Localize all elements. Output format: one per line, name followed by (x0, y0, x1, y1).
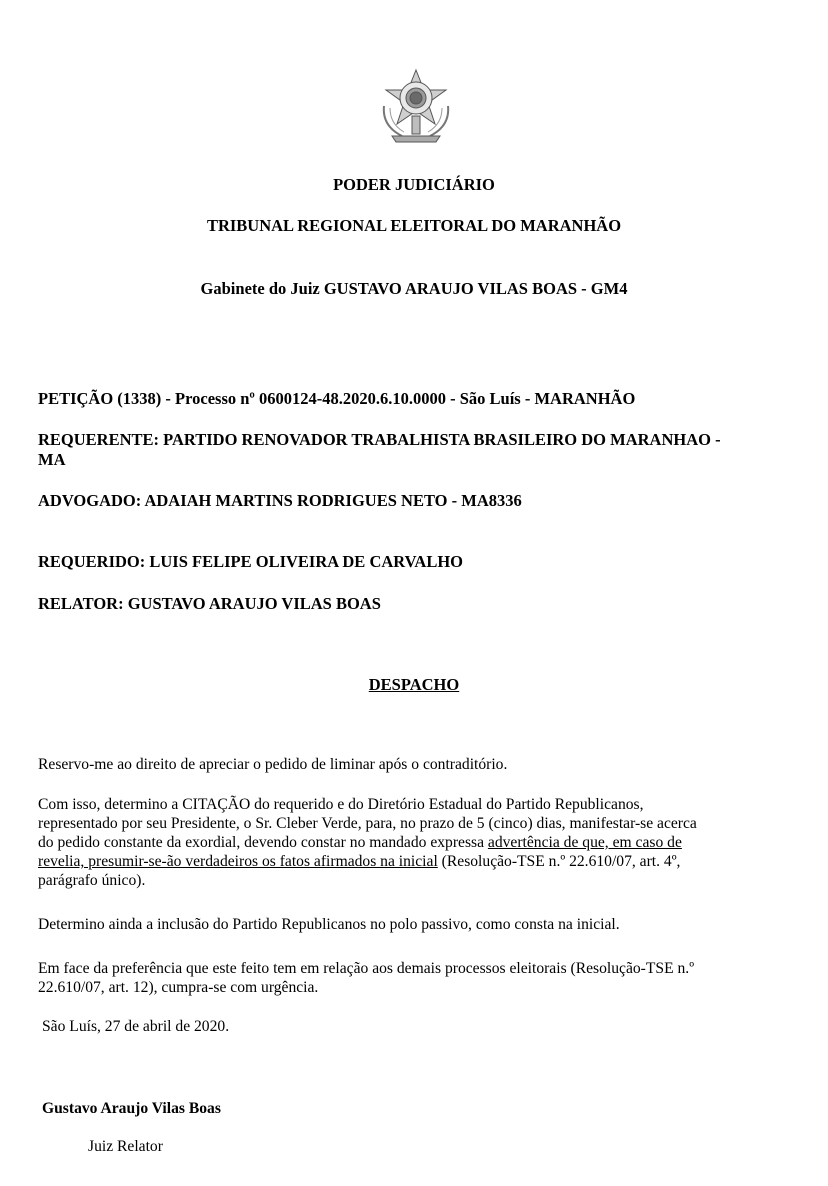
paragraph-4 (38, 959, 694, 997)
paragraph-1: Reservo-me ao direito de apreciar o pedido de liminar após o contraditório. (38, 756, 508, 773)
coat-of-arms-emblem (374, 66, 458, 146)
warning-text: revelia, presumir-se-ão verdadeiros os fatos afirmados na inicial (38, 853, 438, 870)
header-line1: PODER JUDICIÁRIO (333, 175, 495, 194)
warning-text: advertência de que, em caso de (487, 834, 682, 851)
paragraph-2-line: parágrafo único). (38, 872, 146, 889)
case-petition: PETIÇÃO (1338) - Processo nº 0600124-48.2020.6.10.0000 - São Luís - MARANHÃO (38, 389, 636, 408)
paragraph-2-line: Com isso, determino a CITAÇÃO do requerido e do Diretório Estadual do Partido Republicanos, (38, 796, 644, 813)
paragraph-2-line (38, 833, 818, 852)
signature-role: Juiz Relator (88, 1138, 163, 1155)
signature-name: Gustavo Araujo Vilas Boas (42, 1100, 221, 1117)
paragraph-2-text: do pedido constante da exordial, devendo constar no mandado expressa (38, 834, 488, 851)
date-line: São Luís, 27 de abril de 2020. (42, 1018, 230, 1035)
paragraph-2-line: representado por seu Presidente, o Sr. Cleber Verde, para, no prazo de 5 (cinco) dias, manifestar-se acerca (38, 815, 697, 832)
case-requerente: REQUERENTE: PARTIDO RENOVADOR TRABALHISTA BRASILEIRO DO MARANHAO - (38, 430, 721, 449)
paragraph-2-line (38, 852, 818, 871)
paragraph-2 (38, 795, 818, 890)
header-court: TRIBUNAL REGIONAL ELEITORAL DO MARANHÃO (206, 216, 622, 235)
header-office: Gabinete do Juiz GUSTAVO ARAUJO VILAS BOAS - GM4 (200, 279, 628, 298)
document-title: DESPACHO (368, 675, 460, 694)
case-requerido: REQUERIDO: LUIS FELIPE OLIVEIRA DE CARVALHO (38, 552, 463, 571)
paragraph-4-line: Em face da preferência que este feito tem em relação aos demais processos eleitorais (Resolução-TSE n.º (38, 960, 695, 977)
case-requerente-cont: MA (38, 450, 66, 469)
paragraph-3: Determino ainda a inclusão do Partido Republicanos no polo passivo, como consta na inicial. (38, 916, 620, 933)
case-advogado: ADVOGADO: ADAIAH MARTINS RODRIGUES NETO - MA8336 (38, 491, 522, 510)
case-relator: RELATOR: GUSTAVO ARAUJO VILAS BOAS (38, 594, 381, 613)
paragraph-4-line: 22.610/07, art. 12), cumpra-se com urgência. (38, 979, 319, 996)
resolution-ref: (Resolução-TSE n.º 22.610/07, art. 4º, (437, 853, 681, 870)
